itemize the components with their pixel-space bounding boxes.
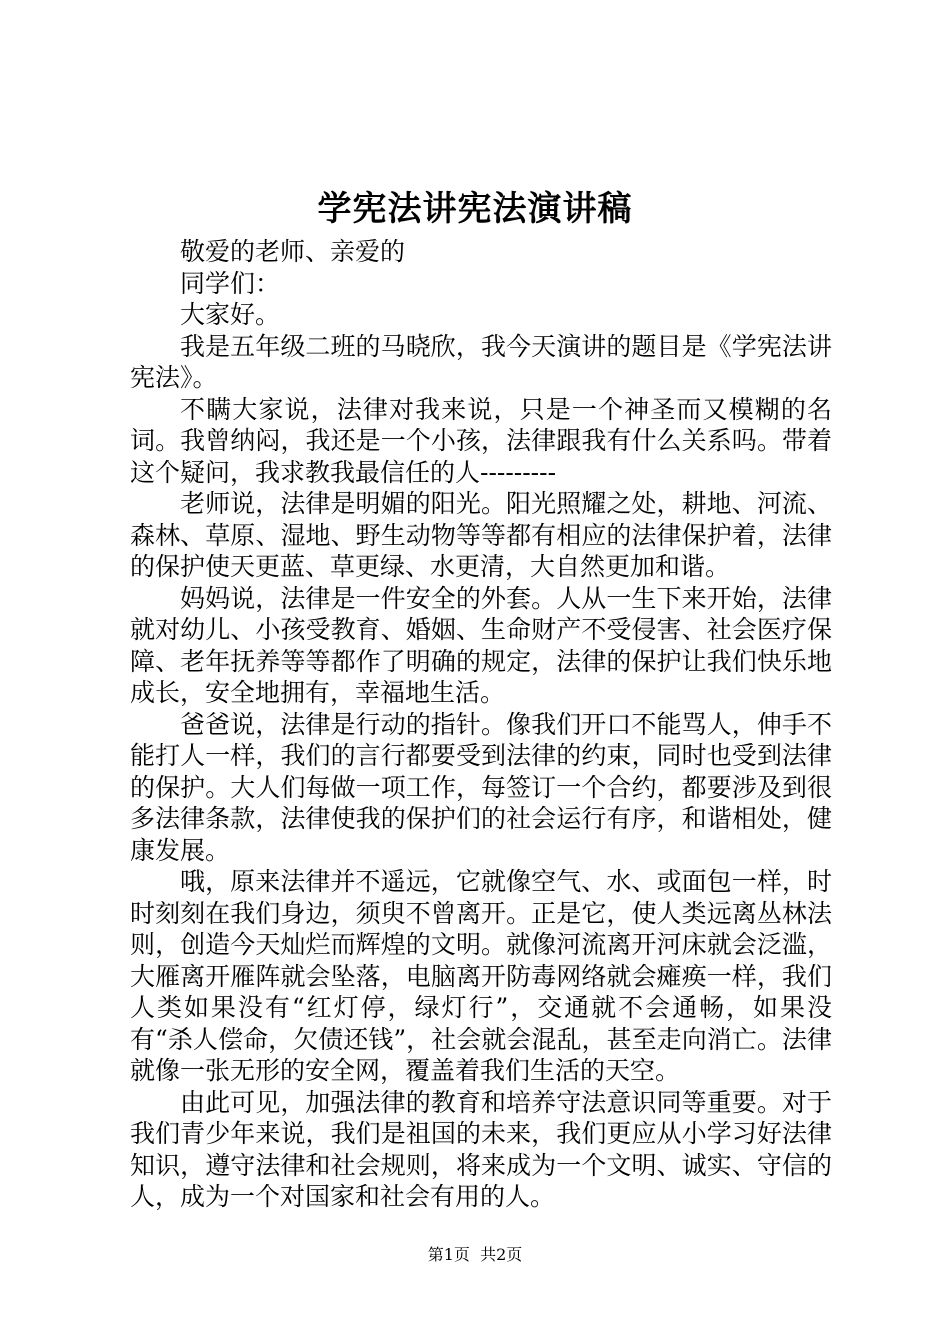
paragraph: 敬爱的老师、亲爱的 bbox=[180, 237, 406, 266]
page-total: 共2页 bbox=[480, 1245, 523, 1264]
paragraph: 哦，原来法律并不遥远，它就像空气、水、或面包一样，时时刻刻在我们身边，须臾不曾离开。正是它，使人类远离丛林法则，创造今天灿烂而辉煌的文明。就像河流离开河床就会泛滥，大雁离开雁阵就会坠落，电脑离开防毒网络就会瘫痪一样，我们人类如果没有“红灯停，绿灯行”，交通就不会通畅，如果没有“杀人偿命，欠债还钱”，社会就会混乱，甚至走向消亡。法律就像一张无形的安全网，覆盖着我们生活的天空。 bbox=[130, 867, 832, 1085]
paragraph: 大家好。 bbox=[180, 300, 281, 329]
paragraph: 不瞒大家说，法律对我来说，只是一个神圣而又模糊的名词。我曾纳闷，我还是一个小孩，法律跟我有什么关系吗。带着这个疑问，我求教我最信任的人--------- bbox=[130, 394, 832, 487]
paragraph: 老师说，法律是明媚的阳光。阳光照耀之处，耕地、河流、森林、草原、湿地、野生动物等等都有相应的法律保护着，法律的保护使天更蓝、草更绿、水更清，大自然更加和谐。 bbox=[130, 489, 832, 581]
page-number: 第1页 bbox=[427, 1245, 470, 1264]
paragraph: 爸爸说，法律是行动的指针。像我们开口不能骂人，伸手不能打人一样，我们的言行都要受到法律的约束，同时也受到法律的保护。大人们每做一项工作，每签订一个合约，都要涉及到很多法律条款，法律使我的保护们的社会运行有序，和谐相处，健康发展。 bbox=[130, 709, 832, 865]
page-footer bbox=[0, 1244, 950, 1266]
paragraph: 我是五年级二班的马晓欣，我今天演讲的题目是《学宪法讲宪法》。 bbox=[130, 331, 832, 392]
paragraph: 同学们： bbox=[180, 268, 281, 298]
paragraph: 由此可见，加强法律的教育和培养守法意识同等重要。对于我们青少年来说，我们是祖国的未来，我们更应从小学习好法律知识，遵守法律和社会规则，将来成为一个文明、诚实、守信的人，成为一个对国家和社会有用的人。 bbox=[130, 1087, 832, 1211]
document-title: 学宪法讲宪法演讲稿 bbox=[317, 189, 633, 229]
document-body bbox=[130, 236, 832, 1213]
paragraph: 妈妈说，法律是一件安全的外套。人从一生下来开始，法律就对幼儿、小孩受教育、婚姻、生命财产不受侵害、社会医疗保障、老年抚养等等都作了明确的规定，法律的保护让我们快乐地成长，安全地拥有，幸福地生活。 bbox=[130, 583, 832, 707]
